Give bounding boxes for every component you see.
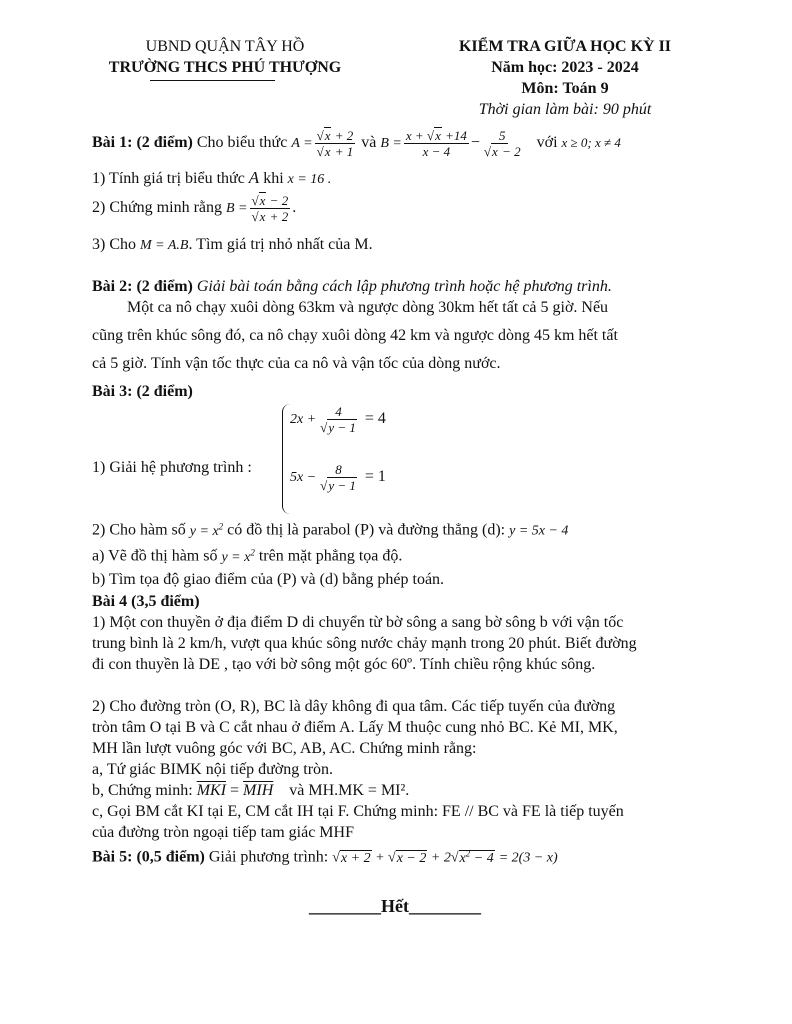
bai2-heading: Bài 2: (2 điểm) (92, 278, 193, 295)
bai1-q3-expr: M = A.B (140, 238, 189, 253)
bai3-q2: 2) Cho hàm số $y = x^2$ có đồ thị là parabol (P) và đường thẳng (d): y = 5x − 4 (92, 521, 569, 539)
bai5-line: Bài 5: (0,5 điểm) Giải phương trình: $√x + 2 + √x - 2 + 2√x^2 - 4 = 2(3 - x)$ (92, 848, 558, 866)
bai1-and: và (361, 134, 377, 152)
bai1-q3-text: 3) Cho (92, 236, 136, 253)
frac-b2: $\frac{5}{√x - 2}$ (483, 128, 521, 159)
bai4-p6: c, Gọi BM cắt KI tại E, CM cắt IH tại F. Chứng minh: FE // BC và FE là tiếp tuyến (92, 803, 624, 820)
bai3-q1: 1) Giải hệ phương trình : (92, 459, 252, 476)
footer-end: ________Hết________ (309, 896, 481, 916)
header-left-1: UBND QUẬN TÂY HỒ (145, 38, 305, 55)
bai4-p3: MH lần lượt vuông góc với BC, AB, AC. Chứng minh rằng: (92, 740, 477, 757)
header-underline (150, 80, 275, 81)
bai2-l1: Một ca nô chạy xuôi dòng 63km và ngược dòng 30km hết tất cả 5 giờ. Nếu (127, 299, 609, 316)
header-right-4: Thời gian làm bài: 90 phút (478, 101, 652, 118)
bai4-p4: a, Tứ giác BIMK nội tiếp đường tròn. (92, 761, 334, 778)
frac-b1: $\frac{x + √x +14}{x - 4}$ (405, 128, 467, 159)
bai3-qa: a) Vẽ đồ thị hàm số $y = x^2$ trên mặt phẳng tọa độ. (92, 547, 403, 565)
bai1-q2-text: 2) Chứng minh rằng (92, 199, 222, 217)
bai3-heading: Bài 3: (2 điểm) (92, 383, 193, 400)
bai5-heading: Bài 5: (0,5 điểm) (92, 848, 205, 866)
bai3-qb: b) Tìm tọa độ giao điểm của (P) và (d) bằng phép toán. (92, 571, 445, 588)
bai1-text: Cho biểu thức (196, 134, 288, 152)
bai4-l3: đi con thuyền là DE , tạo với bờ sông một góc 60º. Tính chiều rộng khúc sông. (92, 656, 596, 673)
bai1-cond: x ≥ 0; x ≠ 4 (561, 135, 621, 151)
bai4-p2: tròn tâm O tại B và C cắt nhau ở điểm A. Lấy M thuộc cung nhỏ BC. Kẻ MI, MK, (92, 719, 618, 736)
bai4-p5: b, Chứng minh: $\overline{MKI} = \overline{MIH}$ và MH.MK = MI². (92, 782, 410, 799)
bai1-q1: 1) Tính giá trị biểu thức A khi x = 16 . (92, 168, 332, 187)
system-eq2: 5x − $\frac{8}{√y - 1}$ = 1 (290, 462, 386, 493)
bai3-q2-text: 2) Cho hàm số (92, 521, 186, 539)
bai4-p7: của đường tròn ngoại tiếp tam giác MHF (92, 824, 354, 841)
bai2-l2: cũng trên khúc sông đó, ca nô chạy xuôi dòng 42 km và ngược dòng 45 km hết tất (92, 327, 618, 344)
bai1-cond-pre: với (536, 134, 558, 152)
bai2-subtitle: Giải bài toán bằng cách lập phương trình hoặc hệ phương trình. (196, 278, 612, 295)
bai5-text: Giải phương trình: (208, 848, 329, 866)
bai4-l2: trung bình là 2 km/h, vượt qua khúc sông nước chảy mạnh trong 20 phút. Biết đường (92, 635, 637, 652)
bai4-p1: 2) Cho đường tròn (O, R), BC là dây không đi qua tâm. Các tiếp tuyến của đường (92, 698, 616, 715)
bai1-q1-value: x = 16 . (287, 172, 332, 187)
system-eq1: 2x + $\frac{4}{√y - 1}$ = 4 (290, 404, 386, 435)
bai3-qa-text: a) Vẽ đồ thị hàm số (92, 547, 218, 565)
bai5-equation-rhs: = 2(3 − x) (498, 850, 558, 866)
bai3-qa-text2: trên mặt phẳng tọa độ. (258, 547, 403, 565)
bai3-line-eq: y = 5x − 4 (509, 523, 569, 539)
bai1-heading: Bài 1: (2 điểm) (92, 134, 193, 152)
bai3-q2-text2: có đồ thị là parabol (P) và đường thẳng (d): (227, 521, 506, 539)
header-right-2: Năm học: 2023 - 2024 (491, 59, 639, 76)
frac-b3: $\frac{√x - 2}{√x + 2}$ (251, 193, 289, 224)
bai1-line1: Bài 1: (2 điểm) Cho biểu thức A = $\frac{√x + 2}{√x + 1}$ và B = $\frac{x + √x +14}{x - 4}$ − $\frac{5}{√x - 2}$ với x ≥ 0; x ≠ 4 (92, 128, 621, 159)
bai1-q3-rest: . Tìm giá trị nhỏ nhất của M. (188, 236, 373, 253)
bai1-q1-khi: khi (263, 170, 284, 187)
bai1-q2: 2) Chứng minh rằng B = $\frac{√x - 2}{√x + 2}$ . (92, 193, 297, 224)
frac-a: $\frac{√x + 2}{√x + 1}$ (316, 128, 354, 159)
bai4-p5-rest: và MH.MK = MI². (289, 782, 410, 799)
header-right-3: Môn: Toán 9 (521, 80, 609, 97)
header-left-2: TRƯỜNG THCS PHÚ THƯỢNG (108, 59, 342, 76)
bai4-heading: Bài 4 (3,5 điểm) (92, 593, 200, 610)
bai1-q1-text: 1) Tính giá trị biểu thức (92, 170, 245, 187)
bai2-line1 (92, 278, 612, 296)
header-right-1: KIỂM TRA GIỮA HỌC KỲ II (458, 38, 672, 55)
bai4-l1: 1) Một con thuyền ở địa điểm D di chuyển từ bờ sông a sang bờ sông b với vận tốc (92, 614, 624, 631)
bai4-p5-text: b, Chứng minh: (92, 782, 193, 799)
bai2-l3: cả 5 giờ. Tính vận tốc thực của ca nô và vận tốc của dòng nước. (92, 355, 501, 372)
bai1-q3 (92, 236, 373, 254)
